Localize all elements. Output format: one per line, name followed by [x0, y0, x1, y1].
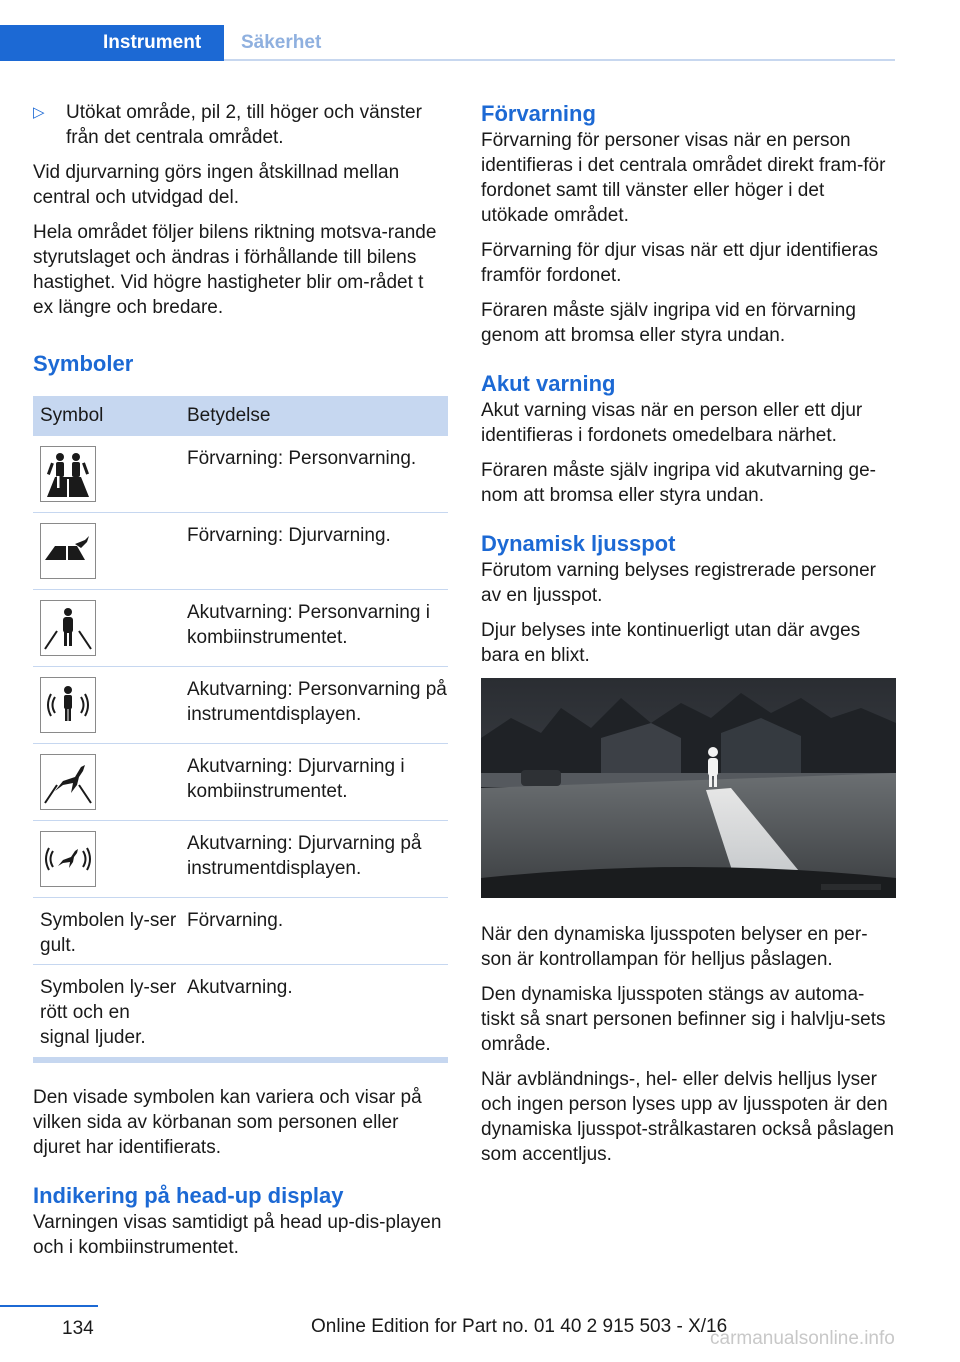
section-heading-akut: Akut varning — [481, 371, 616, 396]
watermark: carmanualsonline.info — [710, 1328, 895, 1349]
table-row — [33, 513, 448, 590]
table-row — [33, 898, 448, 965]
paragraph: Akut varning visas när en person eller ett djur identifieras i fordonets omedelbara närhet. — [481, 400, 863, 446]
section-heading-hud: Indikering på head-up display — [33, 1183, 344, 1208]
person-waves-icon — [40, 677, 96, 733]
paragraph: Varningen visas samtidigt på head up-dis‐playen och i kombiinstrumentet. — [33, 1212, 442, 1258]
table-cell-symbol: Symbolen ly‐ser gult. — [40, 910, 177, 956]
table-row — [33, 667, 448, 744]
paragraph: När avbländnings-, hel- eller delvis helljus lyser och ingen person lyses upp av ljusspoten är den dynamiska ljusspot-strålkastaren också påslagen som accentljus. — [481, 1069, 894, 1165]
table-cell-meaning: Förvarning: Personvarning. — [187, 448, 417, 469]
night-road-spotlight-image — [481, 678, 896, 898]
table-cell-symbol: Symbolen ly‐ser rött och en signal ljuder. — [40, 977, 177, 1048]
table-row — [33, 436, 448, 513]
table-cell-meaning: Akutvarning. — [187, 977, 293, 998]
paragraph: Den visade symbolen kan variera och visar på vilken sida av körbanan som personen eller djuret har identifierats. — [33, 1087, 422, 1158]
paragraph: När den dynamiska ljusspoten belyser en per‐son är kontrollampan för helljus påslagen. — [481, 924, 868, 970]
paragraph: Föraren måste själv ingripa vid en förvarning genom att bromsa eller styra undan. — [481, 300, 856, 346]
symbols-table — [33, 396, 448, 1063]
header-rule — [224, 59, 895, 61]
table-row — [33, 821, 448, 898]
paragraph: Förvarning för djur visas när ett djur identifieras framför fordonet. — [481, 240, 879, 286]
table-row — [33, 744, 448, 821]
paragraph: Förvarning för personer visas när en person identifieras i det centrala området direkt fram‐för fordonet samt till vänster eller höger i det utökade området. — [481, 130, 886, 226]
bullet-item — [33, 100, 448, 150]
paragraph: Hela området följer bilens riktning motsva‐rande styrutslaget och ändras i förhållande till bilens hastighet. Vid högre hastigheter blir om‐rådet t ex längre och bredare. — [33, 222, 437, 318]
paragraph: Vid djurvarning görs ingen åtskillnad mellan central och utvidgad del. — [33, 162, 400, 208]
footer-rule — [0, 1305, 98, 1307]
animal-road-warning-icon — [40, 523, 96, 579]
deer-waves-icon — [40, 831, 96, 887]
table-header-meaning: Betydelse — [180, 396, 448, 436]
deer-road-acute-icon — [40, 754, 96, 810]
table-row — [33, 965, 448, 1061]
table-header-symbol: Symbol — [33, 396, 180, 436]
table-cell-meaning: Förvarning. — [187, 910, 284, 931]
table-cell-meaning: Akutvarning: Personvarning i kombiinstrumentet. — [187, 602, 430, 648]
table-cell-meaning: Förvarning: Djurvarning. — [187, 525, 391, 546]
triangle-bullet-icon: ▷ — [33, 104, 45, 121]
page-number: 134 — [62, 1318, 94, 1339]
paragraph: Den dynamiska ljusspoten stängs av automa‐tiskt så snart personen befinner sig i halvlju‐sets område. — [481, 984, 886, 1055]
tab-instrument[interactable]: Instrument — [0, 25, 224, 61]
tab-sakerhet[interactable]: Säkerhet — [241, 32, 322, 53]
pedestrians-warning-icon — [40, 446, 96, 502]
left-column — [33, 100, 448, 1270]
section-heading-spot: Dynamisk ljusspot — [481, 531, 676, 556]
paragraph: Djur belyses inte kontinuerligt utan där avges bara en blixt. — [481, 620, 861, 666]
edition-text: Online Edition for Part no. 01 40 2 915 503 - X/16 — [311, 1316, 728, 1337]
bullet-text: Utökat område, pil 2, till höger och vänster från det centrala området. — [66, 102, 422, 148]
table-cell-meaning: Akutvarning: Djurvarning på instrumentdisplayen. — [187, 833, 422, 879]
paragraph: Förutom varning belyses registrerade personer av en ljusspot. — [481, 560, 876, 606]
section-heading-symbols: Symboler — [33, 351, 134, 376]
right-column — [481, 100, 896, 1177]
person-road-acute-icon — [40, 600, 96, 656]
paragraph: Föraren måste själv ingripa vid akutvarning ge‐nom att bromsa eller styra undan. — [481, 460, 876, 506]
page-header — [0, 0, 960, 64]
table-row — [33, 590, 448, 667]
section-heading-forvarning: Förvarning — [481, 101, 596, 126]
table-header-row — [33, 396, 448, 436]
table-cell-meaning: Akutvarning: Djurvarning i kombiinstrumentet. — [187, 756, 405, 802]
table-cell-meaning: Akutvarning: Personvarning på instrumentdisplayen. — [187, 679, 447, 725]
